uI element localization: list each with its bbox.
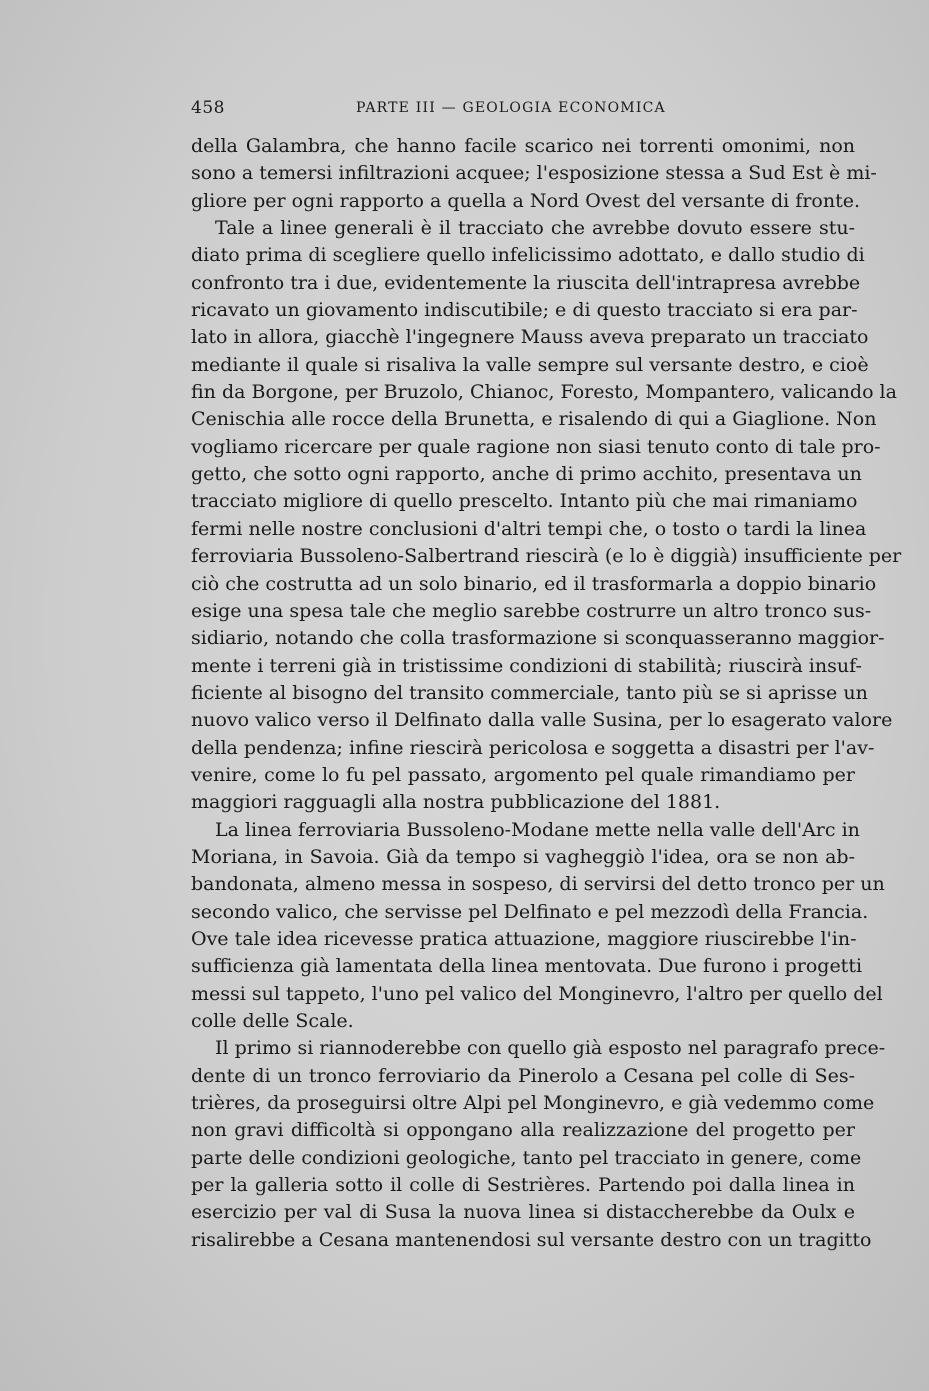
text-line: sidiario, notando che colla trasformazione si sconquasseranno maggior- <box>191 627 885 650</box>
text-line: ciò che costrutta ad un solo binario, ed il trasformarla a doppio binario <box>191 572 877 595</box>
text-line: Tale a linee generali è il tracciato che avrebbe dovuto essere stu- <box>215 217 855 240</box>
text-line: nuovo valico verso il Delfinato dalla valle Susina, per lo esagerato valore <box>191 709 893 732</box>
text-line: della Galambra, che hanno facile scarico nei torrenti omonimi, non <box>191 135 855 157</box>
text-line: venire, come lo fu pel passato, argomento pel quale rimandiamo per <box>191 763 855 786</box>
text-line: trières, da proseguirsi oltre Alpi pel Monginevro, e già vedemmo come <box>191 1092 875 1115</box>
text-line: per la galleria sotto il colle di Sestrières. Partendo poi dalla linea in <box>191 1174 855 1197</box>
text-line: diato prima di scegliere quello infelicissimo adottato, e dallo studio di <box>191 244 865 267</box>
text-line: esercizio per val di Susa la nuova linea si distaccherebbe da Oulx e <box>191 1201 855 1224</box>
text-line: ficiente al bisogno del transito commerciale, tanto più se si aprisse un <box>191 681 868 704</box>
text-line: fin da Borgone, per Bruzolo, Chianoc, Foresto, Mompantero, valicando la <box>191 381 897 404</box>
text-line: gliore per ogni rapporto a quella a Nord Ovest del versante di fronte. <box>191 189 861 212</box>
page-number: 458 <box>191 98 225 118</box>
text-line: Moriana, in Savoia. Già da tempo si vagheggiò l'idea, ora se non ab- <box>191 845 855 868</box>
text-line: Cenischia alle rocce della Brunetta, e risalendo di qui a Giaglione. Non <box>191 408 877 431</box>
text-line: parte delle condizioni geologiche, tanto pel tracciato in genere, come <box>191 1146 862 1169</box>
text-line: della pendenza; infine riescirà pericolosa e soggetta a disastri per l'av- <box>191 736 875 759</box>
text-line: secondo valico, che servisse pel Delfinato e pel mezzodì della Francia. <box>191 900 869 923</box>
body-text <box>191 133 902 1254</box>
text-line: bandonata, almeno messa in sospeso, di servirsi del detto tronco per un <box>191 873 885 896</box>
text-line: sono a temersi infiltrazioni acquee; l'esposizione stessa a Sud Est è mi- <box>191 162 877 185</box>
text-line: ricavato un giovamento indiscutibile; e di questo tracciato si era par- <box>191 299 858 322</box>
text-line: confronto tra i due, evidentemente la riuscita dell'intrapresa avrebbe <box>191 271 861 294</box>
text-line: La linea ferroviaria Bussoleno-Modane mette nella valle dell'Arc in <box>215 818 860 841</box>
page-header <box>191 98 855 122</box>
running-head: PARTE III — GEOLOGIA ECONOMICA <box>356 100 666 116</box>
text-line: colle delle Scale. <box>191 1010 354 1032</box>
text-line: fermi nelle nostre conclusioni d'altri tempi che, o tosto o tardi la linea <box>191 517 867 540</box>
text-line: Ove tale idea ricevesse pratica attuazione, maggiore riuscirebbe l'in- <box>191 927 857 950</box>
text-line: mediante il quale si risaliva la valle sempre sul versante destro, e cioè <box>191 353 869 376</box>
text-line: maggiori ragguagli alla nostra pubblicazione del 1881. <box>191 791 721 814</box>
text-line: getto, che sotto ogni rapporto, anche di primo acchito, presentava un <box>191 463 862 486</box>
text-line: ferroviaria Bussoleno-Salbertrand riescirà (e lo è diggià) insufficiente per <box>191 545 902 568</box>
text-line: lato in allora, giacchè l'ingegnere Mauss aveva preparato un tracciato <box>191 326 869 349</box>
text-line: risalirebbe a Cesana mantenendosi sul versante destro con un tragitto <box>191 1228 872 1251</box>
text-line: Il primo si riannoderebbe con quello già esposto nel paragrafo prece- <box>215 1037 886 1060</box>
text-line: sufficienza già lamentata della linea mentovata. Due furono i progetti <box>191 955 863 978</box>
text-line: mente i terreni già in tristissime condizioni di stabilità; riuscirà insuf- <box>191 654 862 677</box>
text-line: esige una spesa tale che meglio sarebbe costrurre un altro tronco sus- <box>191 599 872 622</box>
text-line: vogliamo ricercare per quale ragione non siasi tenuto conto di tale pro- <box>191 435 881 458</box>
text-line: tracciato migliore di quello prescelto. Intanto più che mai rimaniamo <box>191 490 858 513</box>
text-line: dente di un tronco ferroviario da Pinerolo a Cesana pel colle di Ses- <box>191 1064 855 1087</box>
text-line: messi sul tappeto, l'uno pel valico del Monginevro, l'altro per quello del <box>191 982 883 1005</box>
text-line: non gravi difficoltà si oppongano alla realizzazione del progetto per <box>191 1119 855 1142</box>
